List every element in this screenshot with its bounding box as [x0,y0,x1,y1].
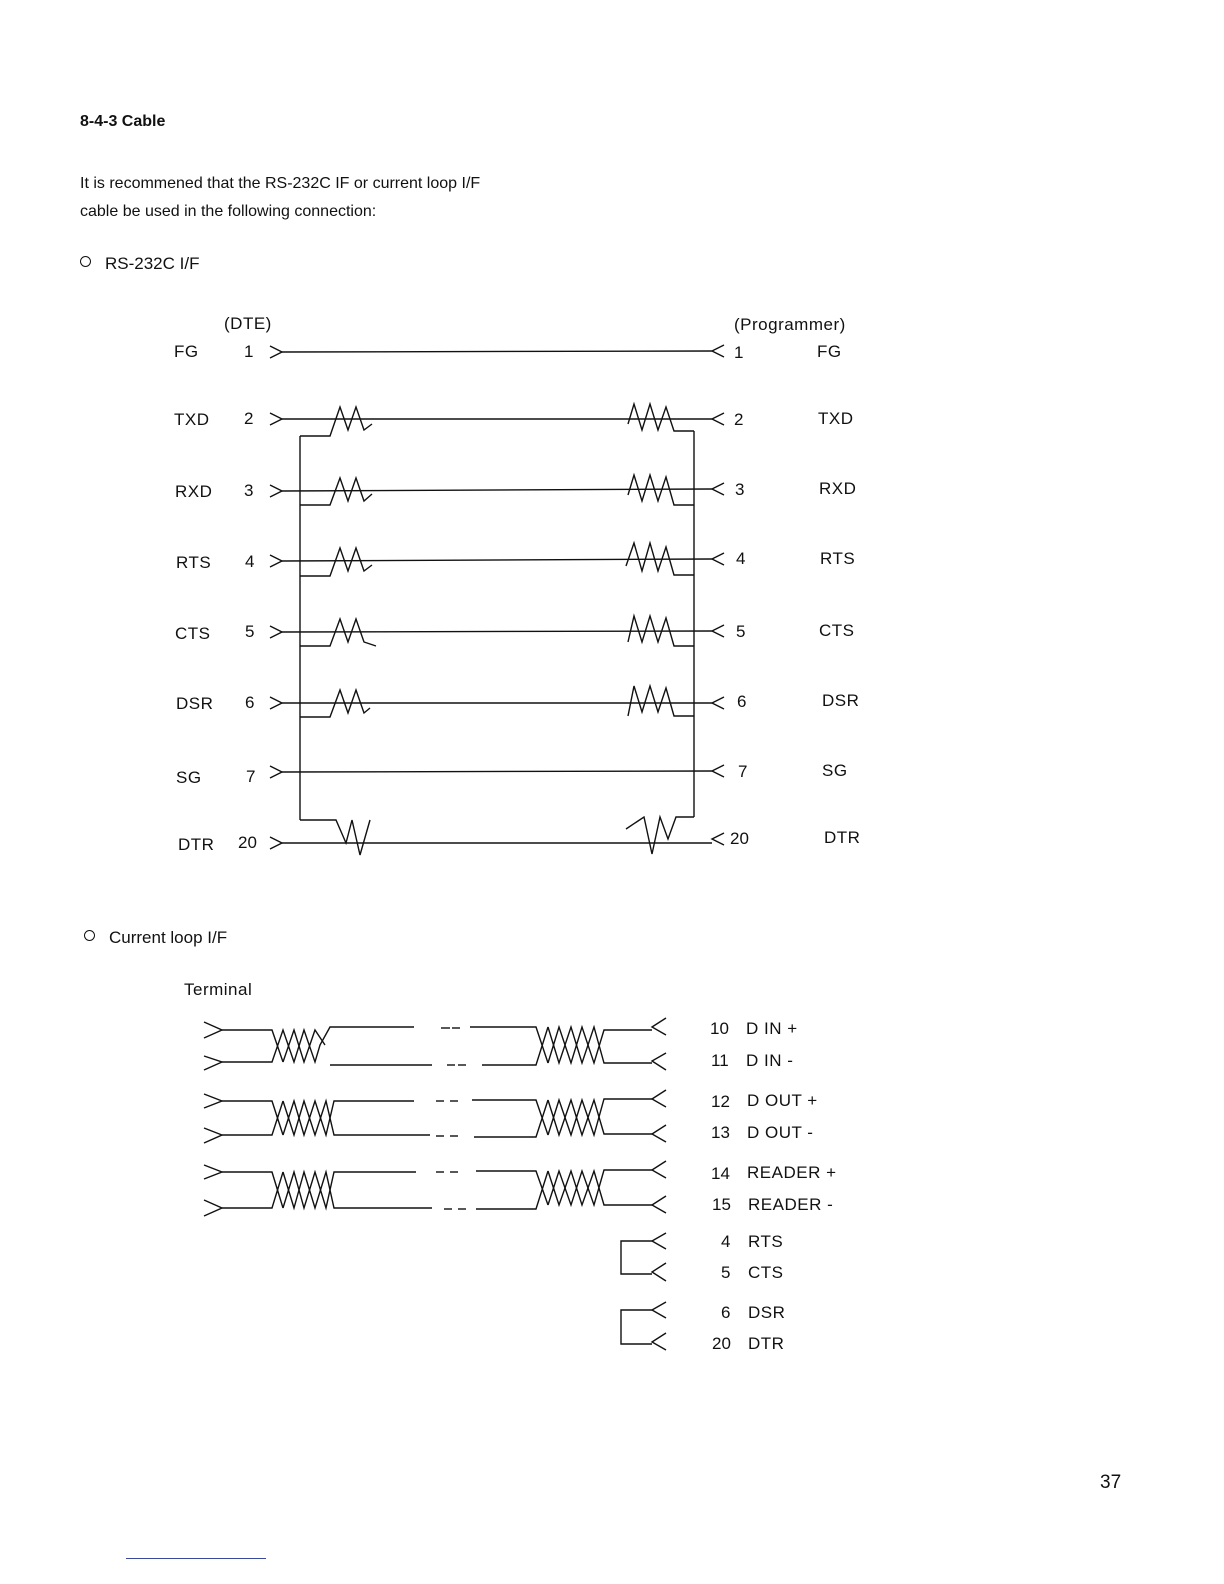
left-pin: 7 [246,767,256,786]
right-signal-name: SG [822,761,848,780]
loop-pin-name: D OUT + [747,1091,818,1110]
right-pin: 6 [737,692,747,711]
loop-pin: 6 [721,1303,731,1322]
current-loop-title: Current loop I/F [109,928,228,947]
left-signal-name: SG [176,768,202,787]
right-signal-name: DSR [822,691,860,710]
right-pin: 1 [734,343,744,362]
left-connector-icon [270,485,282,497]
loop-pin: 14 [711,1164,730,1183]
dtr-wire [282,817,712,855]
loop-pin-name: READER + [747,1163,837,1182]
rs232c-title: RS-232C I/F [105,254,200,273]
twisted-pair-dout [222,1099,652,1137]
loop-pin-name: D IN + [746,1019,798,1038]
loop-pin: 5 [721,1263,731,1282]
twisted-pair-din [222,1027,652,1065]
left-pin: 5 [245,622,255,641]
right-signal-name: CTS [819,621,855,640]
right-pin: 4 [736,549,746,568]
right-connector-icon [712,833,724,845]
loop-pin: 12 [711,1092,730,1111]
left-signal-name: DSR [176,694,214,713]
left-pin: 1 [244,342,254,361]
loop-pin-name: DTR [748,1334,785,1353]
paragraph-line: It is recommened that the RS-232C IF or current loop I/F [80,175,481,192]
left-connector-icon [270,837,282,849]
loop-pin-name: D OUT - [747,1123,814,1142]
rts-wire [282,543,712,576]
left-signal-name: CTS [175,624,211,643]
loop-pin-name: CTS [748,1263,784,1282]
fg-wire [282,351,712,352]
left-pin: 20 [238,833,257,852]
twisted-pair-reader [222,1170,652,1209]
cts-wire [282,616,712,646]
loop-pin-name: RTS [748,1232,784,1251]
dsr-dtr-jumper [621,1310,652,1344]
txd-wire [282,404,712,436]
programmer-header: (Programmer) [734,315,846,334]
right-signal-name: RXD [819,479,857,498]
right-connector-icon [712,553,724,565]
right-pin: 7 [738,762,748,781]
loop-pin-name: D IN - [746,1051,794,1070]
left-signal-name: RTS [176,553,212,572]
right-signal-name: RTS [820,549,856,568]
loop-pin: 11 [711,1051,729,1070]
right-connector-icon [712,483,724,495]
loop-pin-name: DSR [748,1303,786,1322]
right-connector-icon [712,625,724,637]
terminal-label: Terminal [184,980,253,999]
rxd-wire [282,475,712,505]
programmer-connector-icons [652,1018,666,1350]
paragraph-line: cable be used in the following connection: [80,203,377,220]
left-connector-icons [270,346,282,849]
right-pin: 3 [735,480,745,499]
dte-header: (DTE) [224,314,272,333]
section-heading: 8-4-3 Cable [80,113,166,130]
loop-pin: 10 [710,1019,729,1038]
loop-pin: 15 [712,1195,731,1214]
left-connector-icon [270,697,282,709]
loop-pin: 4 [721,1232,731,1251]
left-pin: 2 [244,409,254,428]
right-pin: 20 [730,829,749,848]
loop-pin: 20 [712,1334,731,1353]
right-pin: 5 [736,622,746,641]
left-signal-name: DTR [178,835,215,854]
left-connector-icon [270,413,282,425]
sg-wire [282,771,712,772]
rts-cts-jumper [621,1241,652,1274]
loop-pin-name: READER - [748,1195,834,1214]
terminal-connector-icons [204,1022,222,1216]
dsr-wire [282,686,712,717]
left-signal-name: RXD [175,482,213,501]
right-connector-icon [712,413,724,425]
left-signal-name: FG [174,342,199,361]
right-pin: 2 [734,410,744,429]
page-number: 37 [1100,1472,1122,1493]
right-connector-icon [712,345,724,357]
right-connector-icons [712,345,724,845]
right-signal-name: TXD [818,409,854,428]
left-connector-icon [270,766,282,778]
left-pin: 6 [245,693,255,712]
right-signal-name: FG [817,342,842,361]
right-connector-icon [712,697,724,709]
left-pin: 3 [244,481,254,500]
left-connector-icon [270,346,282,358]
left-pin: 4 [245,552,255,571]
right-connector-icon [712,765,724,777]
left-signal-name: TXD [174,410,210,429]
loop-pin: 13 [711,1123,730,1142]
right-signal-name: DTR [824,828,861,847]
left-connector-icon [270,626,282,638]
left-connector-icon [270,555,282,567]
